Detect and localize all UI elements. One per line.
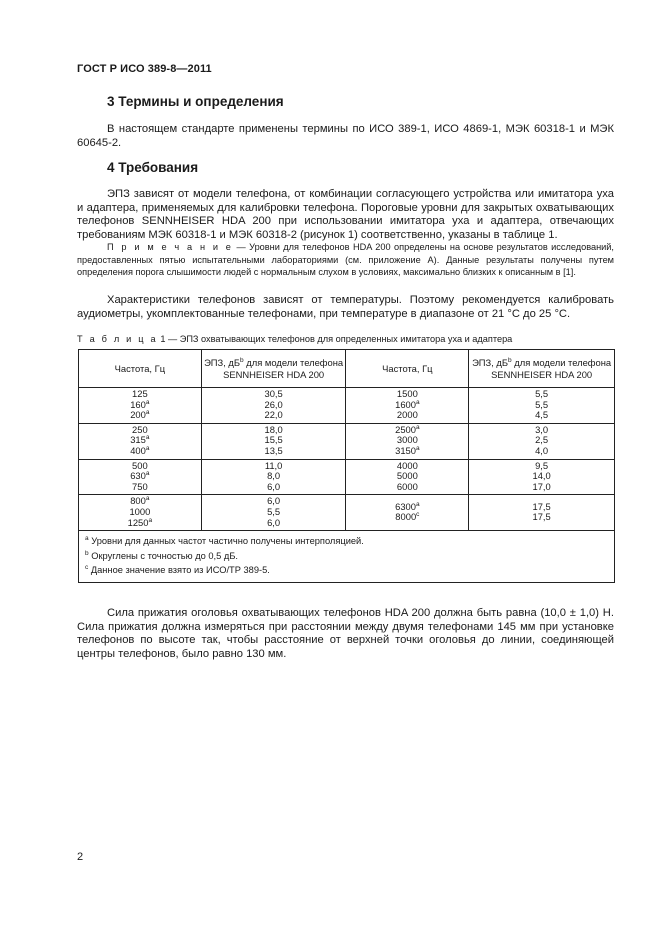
document-header: ГОСТ Р ИСО 389-8—2011: [77, 63, 212, 75]
table-footnotes: [79, 531, 615, 583]
freq-cell-left: 250 315$^a$ 400$^a$: [79, 423, 202, 459]
section-4-paragraph-2: Характеристики телефонов зависят от температуры. Поэтому рекомендуется калибровать аудиометры, укомплектованные телефонами, при температуре в диапазоне от 21 °С до 25 °С.: [77, 294, 614, 320]
freq-cell-right: 4000 5000 6000: [346, 459, 469, 495]
table-caption-text: 1 — ЭПЗ охватывающих телефонов для определенных имитатора уха и адаптера: [157, 334, 513, 344]
thresholds-table: [78, 349, 615, 583]
freq-cell-right: 2500$^a$ 3000 3150$^a$: [346, 423, 469, 459]
note-label: П р и м е ч а н и е: [107, 242, 234, 252]
level-cell-right: 9,5 14,0 17,0: [469, 459, 615, 495]
table-body: [79, 388, 615, 583]
footnote: $^b$ Округлены с точностью до 0,5 дБ.: [85, 549, 239, 561]
col-header-level-2: ЭПЗ, $дБ^b$ для модели телефона SENNHEISER HDA 200: [469, 350, 615, 388]
section-4-heading: 4 Требования: [107, 160, 199, 175]
col-header-level: ЭПЗ, $дБ^b$ для модели телефона SENNHEISER HDA 200: [201, 350, 346, 388]
col-header-frequency: Частота, Гц: [79, 350, 202, 388]
note-text: — Уровни для телефонов HDA 200 определены на основе результатов исследований, предоставленных пятью испытательными лабораториями (см. приложение А). Данные результаты получены путем определения порога слышимости людей с нормальным слухом в условиях, максимально близких к описанным в [1].: [77, 242, 614, 277]
freq-cell-right: 6300$^a$ 8000$^c$: [346, 495, 469, 531]
level-cell-left: 6,0 5,5 6,0: [201, 495, 346, 531]
section-4-paragraph-1: ЭПЗ зависят от модели телефона, от комбинации согласующего устройства или имитатора уха и адаптера, применяемых для калибровки телефона. Пороговые уровни для закрытых охватывающих телефонов SENNHEISER HDA 200 при использовании имитатора уха и адаптера, отвечающих требованиям МЭК 60318-1 и МЭК 60318-2 (рисунок 1) соответственно, указаны в таблице 1.: [77, 188, 614, 241]
level-cell-left: 30,5 26,0 22,0: [201, 388, 346, 424]
section-3-text: В настоящем стандарте применены термины по ИСО 389-1, ИСО 4869-1, МЭК 60318-1 и МЭК 60645-2.: [77, 123, 614, 149]
freq-cell-right: 1500 1600$^a$ 2000: [346, 388, 469, 424]
table-footnotes-row: [79, 531, 615, 583]
level-cell-right: 5,5 5,5 4,5: [469, 388, 615, 424]
page-number: 2: [77, 851, 84, 863]
table-row: [79, 459, 615, 495]
section-3-heading: 3 Термины и определения: [107, 94, 284, 109]
freq-cell-left: 500 630$^a$ 750: [79, 459, 202, 495]
table-caption: [77, 333, 512, 346]
freq-cell-left: 125 160$^a$ 200$^a$: [79, 388, 202, 424]
section-4-note: [77, 241, 614, 279]
footnote: $^c$ Данное значение взято из ИСО/ТР 389-5.: [85, 564, 270, 576]
table-row: [79, 495, 615, 531]
section-4-paragraph-3: Сила прижатия оголовья охватывающих телефонов HDA 200 должна быть равна (10,0 ± 1,0) Н. Сила прижатия должна измеряться при расстоянии между двумя телефонами 145 мм при установке телефонов по высоте так, чтобы расстояние от верхней точки оголовья до линии, соединяющей центры телефонов, было равно 130 мм.: [77, 607, 614, 660]
col-header-frequency-2: Частота, Гц: [346, 350, 469, 388]
footnote: $^a$ Уровни для данных частот частично получены интерполяцией.: [85, 535, 364, 547]
table-row: [79, 388, 615, 424]
level-cell-left: 18,0 15,5 13,5: [201, 423, 346, 459]
level-cell-right: 3,0 2,5 4,0: [469, 423, 615, 459]
table-row: [79, 423, 615, 459]
level-cell-right: 17,5 17,5: [469, 495, 615, 531]
freq-cell-left: 800$^a$ 1000 1250$^a$: [79, 495, 202, 531]
table-caption-label: Т а б л и ц а: [77, 334, 158, 344]
level-cell-left: 11,0 8,0 6,0: [201, 459, 346, 495]
